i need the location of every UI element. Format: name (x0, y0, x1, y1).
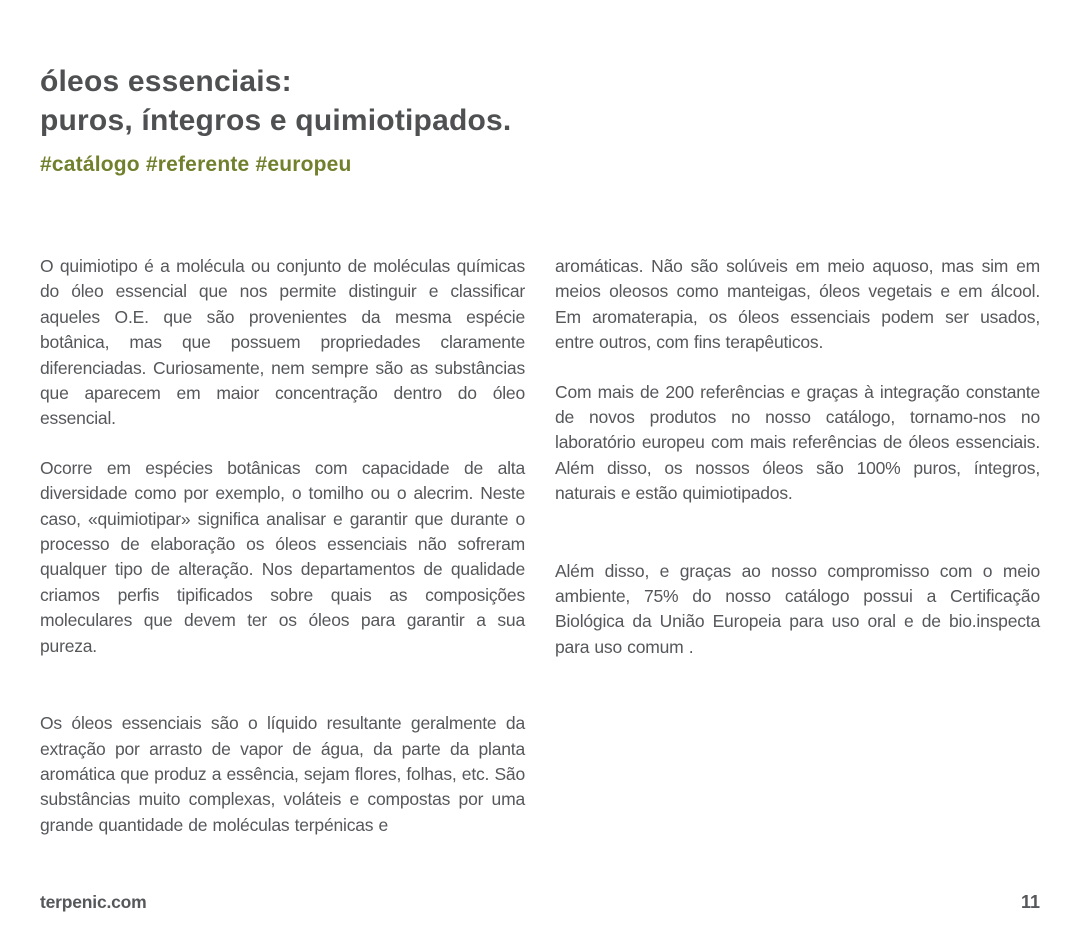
paragraph-bio-certification: Além disso, e graças ao nosso compromisso com o meio ambiente, 75% do nosso catálogo possui a Certificação Biológica da União Europeia para uso oral e de bio.inspecta para uso comum . (555, 560, 1040, 657)
page-header (40, 62, 1040, 177)
left-column (40, 254, 525, 838)
body-text-columns (40, 254, 1040, 838)
hashtag-subtitle: #catálogo #referente #europeu (40, 153, 352, 176)
page-footer (40, 892, 1040, 913)
website-url: terpenic.com (40, 892, 147, 912)
right-column (555, 254, 1040, 838)
paragraph-200-references: Com mais de 200 referências e graças à integração constante de novos produtos no nosso catálogo, tornamo-nos no laboratório europeu com mais referências de óleos essenciais. Além disso, os nossos óleos são 100% puros, íntegros, naturais e estão quimiotipados. (555, 381, 1040, 504)
page-title-line1: óleos essenciais: (40, 65, 292, 98)
paragraph-aromatics-solubility: aromáticas. Não são solúveis em meio aquoso, mas sim em meios oleosos como manteigas, óleos vegetais e em álcool. Em aromaterapia, os óleos essenciais podem ser usados, entre outros, com fins terapêuticos. (555, 256, 1040, 353)
paragraph-chemotype-definition: O quimiotipo é a molécula ou conjunto de moléculas químicas do óleo essencial que nos permite distinguir e classificar aqueles O.E. que são provenientes da mesma espécie botânica, mas que possuem propriedades claramente diferenciadas. Curiosamente, nem sempre são as substâncias que aparecem em maior concentração dentro do óleo essencial. (40, 256, 525, 429)
page-title (40, 62, 1040, 140)
page-number: 11 (1020, 892, 1040, 912)
page-title-line2: puros, íntegros e quimiotipados. (40, 104, 512, 137)
paragraph-botanical-species: Ocorre em espécies botânicas com capacidade de alta diversidade como por exemplo, o tomilho ou o alecrim. Neste caso, «quimiotipar» significa analisar e garantir que durante o processo de elaboração os óleos essenciais não sofreram qualquer tipo de alteração. Nos departamentos de qualidade criamos perfis tipificados sobre quais as composições moleculares que devem ter os óleos para garantir a sua pureza. (40, 457, 525, 656)
paragraph-essential-oils-liquid: Os óleos essenciais são o líquido resultante geralmente da extração por arrasto de vapor de água, da parte da planta aromática que produz a essência, sejam flores, folhas, etc. São substâncias muito complexas, voláteis e compostas por uma grande quantidade de moléculas terpénicas e (40, 713, 525, 835)
